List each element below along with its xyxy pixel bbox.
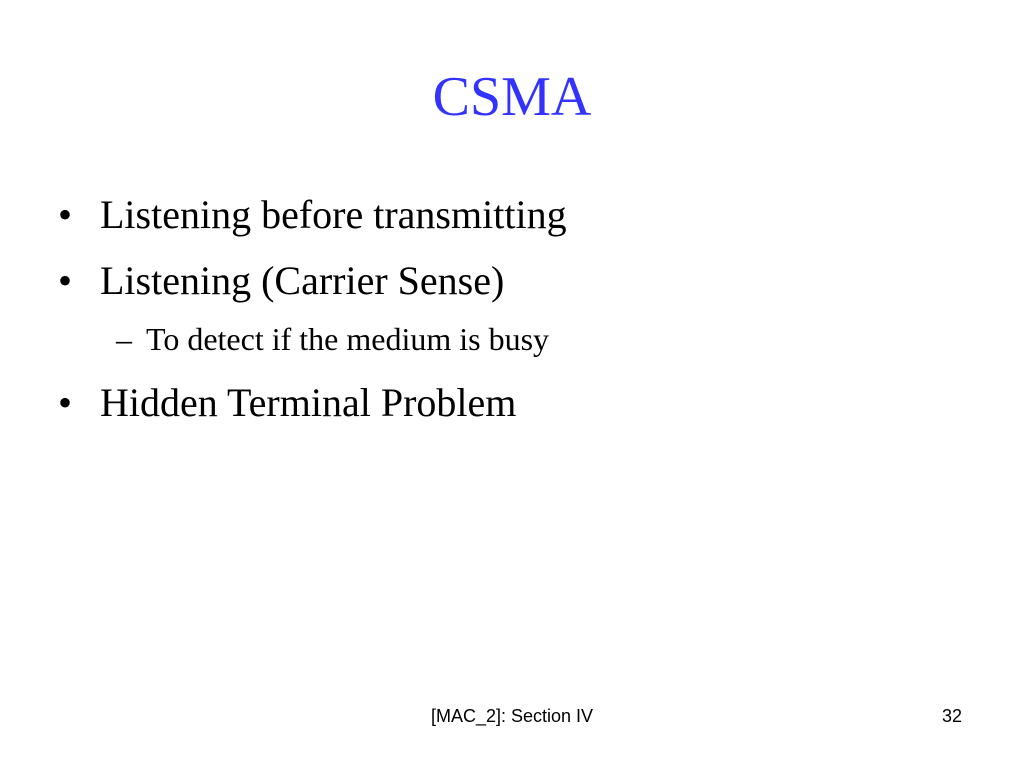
sub-bullet-item [58,316,978,362]
slide-title: CSMA [432,66,592,128]
bullet-text: Hidden Terminal Problem [100,380,517,425]
bullet-symbol: • [58,192,73,237]
bullet-symbol: • [58,258,73,303]
bullet-item [58,374,978,432]
bullet-text: Listening before transmitting [100,192,567,237]
bullet-text: Listening (Carrier Sense) [100,258,505,303]
slide-body [58,186,978,440]
bullet-symbol: • [58,380,73,425]
page-number: 32 [941,706,962,726]
footer-section-label: [MAC_2]: Section IV [430,706,594,726]
bullet-item [58,186,978,244]
bullet-item [58,252,978,310]
sub-bullet-text: To detect if the medium is busy [146,321,550,357]
sub-bullet-symbol: – [116,321,132,357]
